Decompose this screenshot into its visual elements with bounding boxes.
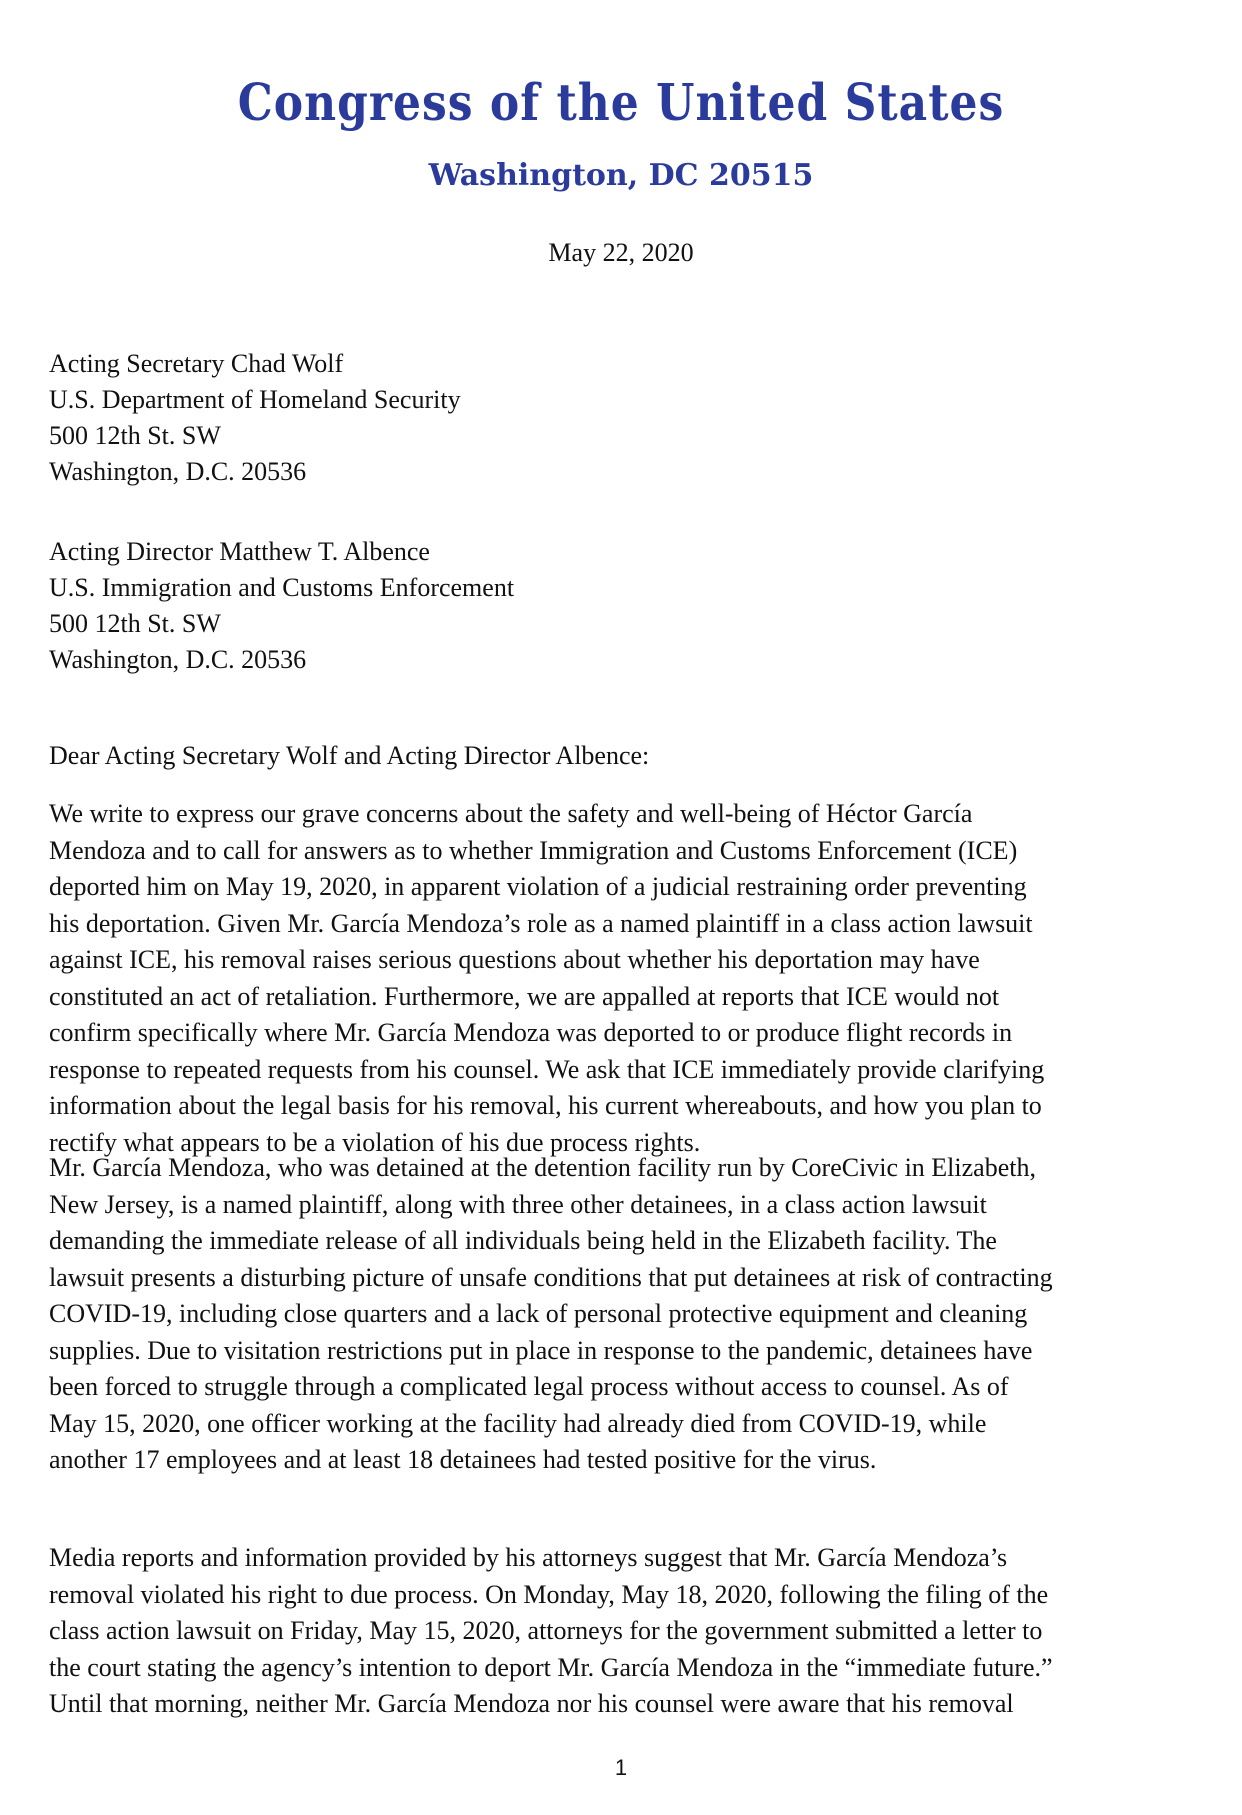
recipient-city: Washington, D.C. 20536 bbox=[49, 457, 307, 486]
paragraph-line: supplies. Due to visitation restrictions put in place in response to the pandemic, detainees have bbox=[49, 1335, 1033, 1365]
paragraph-line: Mr. García Mendoza, who was detained at the detention facility run by CoreCivic in Elizabeth, bbox=[49, 1153, 1036, 1182]
paragraph-line: Until that morning, neither Mr. García Mendoza nor his counsel were aware that his removal bbox=[49, 1689, 1014, 1718]
recipient-street: 500 12th St. SW bbox=[49, 609, 221, 638]
paragraph-line: lawsuit presents a disturbing picture of unsafe conditions that put detainees at risk of contracting bbox=[49, 1262, 1053, 1292]
paragraph-line: the court stating the agency’s intention to deport Mr. García Mendoza in the “immediate future.” bbox=[49, 1652, 1053, 1682]
recipient-organization: U.S. Department of Homeland Security bbox=[49, 385, 461, 414]
recipient-city: Washington, D.C. 20536 bbox=[49, 645, 307, 674]
page-number: 1 bbox=[614, 1755, 628, 1780]
paragraph-line: class action lawsuit on Friday, May 15, 2020, attorneys for the government submitted a letter to bbox=[49, 1616, 1043, 1645]
paragraph-line: Media reports and information provided by his attorneys suggest that Mr. García Mendoza’s bbox=[49, 1543, 1008, 1572]
recipient-organization: U.S. Immigration and Customs Enforcement bbox=[49, 573, 515, 602]
paragraph-line: his deportation. Given Mr. García Mendoza’s role as a named plaintiff in a class action lawsuit bbox=[49, 908, 1033, 938]
paragraph-line: another 17 employees and at least 18 detainees had tested positive for the virus. bbox=[49, 1445, 877, 1474]
paragraph-line: deported him on May 19, 2020, in apparent violation of a judicial restraining order preventing bbox=[49, 872, 1027, 901]
paragraph-line: information about the legal basis for his removal, his current whereabouts, and how you plan to bbox=[49, 1091, 1042, 1120]
paragraph-line: removal violated his right to due process. On Monday, May 18, 2020, following the filing of the bbox=[49, 1579, 1049, 1609]
recipient-address-ice bbox=[49, 534, 1209, 678]
body-paragraph-1 bbox=[49, 796, 1209, 1161]
letter-date: May 22, 2020 bbox=[548, 238, 694, 267]
salutation-text: Dear Acting Secretary Wolf and Acting Director Albence: bbox=[49, 741, 650, 770]
paragraph-line: New Jersey, is a named plaintiff, along with three other detainees, in a class action lawsuit bbox=[49, 1189, 987, 1219]
paragraph-line: We write to express our grave concerns about the safety and well-being of Héctor García bbox=[49, 799, 973, 828]
letterhead-title: Congress of the United States bbox=[237, 74, 1005, 133]
paragraph-line: rectify what appears to be a violation of his due process rights. bbox=[49, 1127, 701, 1157]
recipient-name: Acting Secretary Chad Wolf bbox=[49, 349, 344, 378]
paragraph-line: against ICE, his removal raises serious questions about whether his deportation may have bbox=[49, 945, 980, 974]
letterhead-subtitle: Washington, DC 20515 bbox=[428, 158, 814, 193]
paragraph-line: COVID-19, including close quarters and a lack of personal protective equipment and cleaning bbox=[49, 1299, 1028, 1328]
paragraph-line: Mendoza and to call for answers as to whether Immigration and Customs Enforcement (ICE) bbox=[49, 835, 1018, 865]
paragraph-line: constituted an act of retaliation. Furthermore, we are appalled at reports that ICE would not bbox=[49, 981, 1000, 1011]
paragraph-line: been forced to struggle through a complicated legal process without access to counsel. As of bbox=[49, 1372, 1009, 1401]
recipient-name: Acting Director Matthew T. Albence bbox=[49, 537, 430, 566]
paragraph-line: confirm specifically where Mr. García Mendoza was deported to or produce flight records in bbox=[49, 1018, 1013, 1047]
body-paragraph-3 bbox=[49, 1540, 1209, 1723]
recipient-street: 500 12th St. SW bbox=[49, 421, 221, 450]
recipient-address-dhs bbox=[49, 346, 1209, 490]
paragraph-line: demanding the immediate release of all individuals being held in the Elizabeth facility. The bbox=[49, 1226, 997, 1255]
paragraph-line: May 15, 2020, one officer working at the facility had already died from COVID-19, while bbox=[49, 1408, 987, 1438]
paragraph-line: response to repeated requests from his counsel. We ask that ICE immediately provide clarifying bbox=[49, 1054, 1045, 1084]
body-paragraph-2 bbox=[49, 1150, 1209, 1479]
salutation bbox=[49, 738, 1209, 774]
